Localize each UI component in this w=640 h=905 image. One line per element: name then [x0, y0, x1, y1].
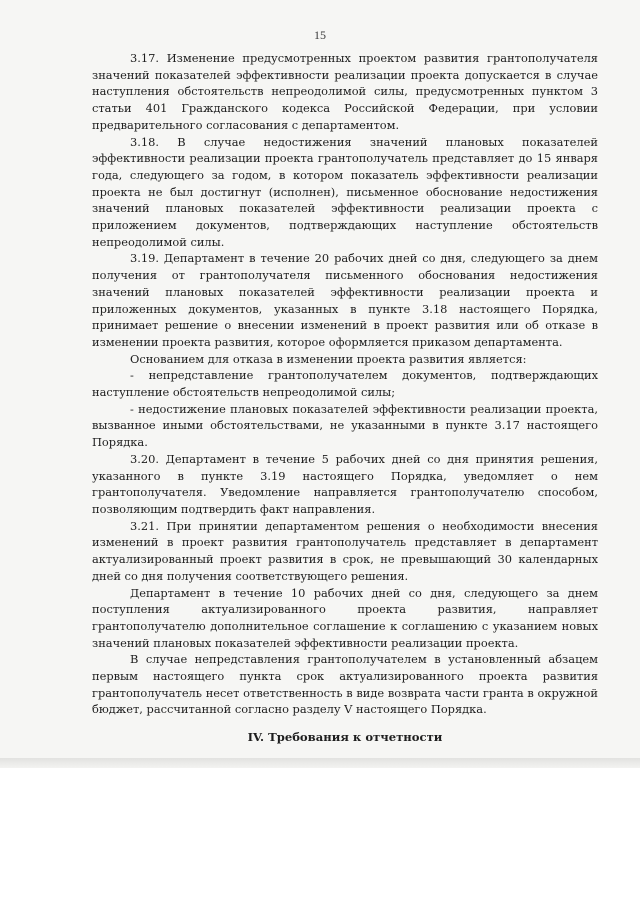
paragraph-liability: В случае непредставления грантополучателем в установленный абзацем первым настоящего пункта срок актуализированного проекта развития грантополучатель несет ответственность в виде возврата части гранта в окружной бюджет, рассчитанной согласно разделу V настоящего Порядка.: [92, 652, 598, 717]
page-edge-shadow: [0, 758, 640, 768]
page-number: 15: [314, 28, 326, 42]
paragraph-3-17: 3.17. Изменение предусмотренных проектом развития грантополучателя значений показателей эффективности реализации проекта допускается в случае наступления обстоятельств непреодолимой силы, предусмотренных пунктом 3 статьи 401 Гражданского кодекса Российской Федерации, при условии предварительного согласования с департаментом.: [92, 51, 598, 132]
paragraph-refusal-grounds: Основанием для отказа в изменении проекта развития является:: [130, 351, 527, 366]
list-item: - непредставление грантополучателем документов, подтверждающих наступление обстоятельств непреодолимой силы;: [92, 368, 598, 400]
list-item: - недостижение плановых показателей эффективности реализации проекта, вызванное иными обстоятельствами, не указанными в пункте 3.17 настоящего Порядка.: [92, 401, 598, 450]
paragraph-additional-agreement: Департамент в течение 10 рабочих дней со дня, следующего за днем поступления актуализированного проекта развития, направляет грантополучателю дополнительное соглашение к соглашению с указанием новых значений плановых показателей эффективности реализации проекта.: [92, 585, 598, 650]
paragraph-3-21: 3.21. При принятии департаментом решения о необходимости внесения изменений в проект развития грантополучатель представляет в департамент актуализированный проект развития в срок, не превышающий 30 календарных дней со дня получения соответствующего решения.: [92, 518, 598, 583]
paragraph-3-20: 3.20. Департамент в течение 5 рабочих дней со дня принятия решения, указанного в пункте 3.19 настоящего Порядка, уведомляет о нем грантополучателя. Уведомление направляется грантополучателю способом, позволяющим подтвердить факт направления.: [92, 451, 598, 516]
paragraph-3-19: 3.19. Департамент в течение 20 рабочих дней со дня, следующего за днем получения от грантополучателя письменного обоснования недостижения значений плановых показателей эффективности реализации проекта и приложенных документов, указанных в пункте 3.18 настоящего Порядка, принимает решение о внесении изменений в проект развития или об отказе в изменении проекта развития, которое оформляется приказом департамента.: [92, 251, 598, 349]
document-body: [92, 50, 598, 766]
section-title: IV. Требования к отчетности: [247, 730, 443, 745]
paragraph-3-18: 3.18. В случае недостижения значений плановых показателей эффективности реализации проекта грантополучатель представляет до 15 января года, следующего за годом, в котором показатель эффективности реализации проекта не был достигнут (исполнен), письменное обоснование недостижения значений плановых показателей эффективности реализации проекта с приложением документов, подтверждающих наступление обстоятельств непреодолимой силы.: [92, 134, 598, 249]
